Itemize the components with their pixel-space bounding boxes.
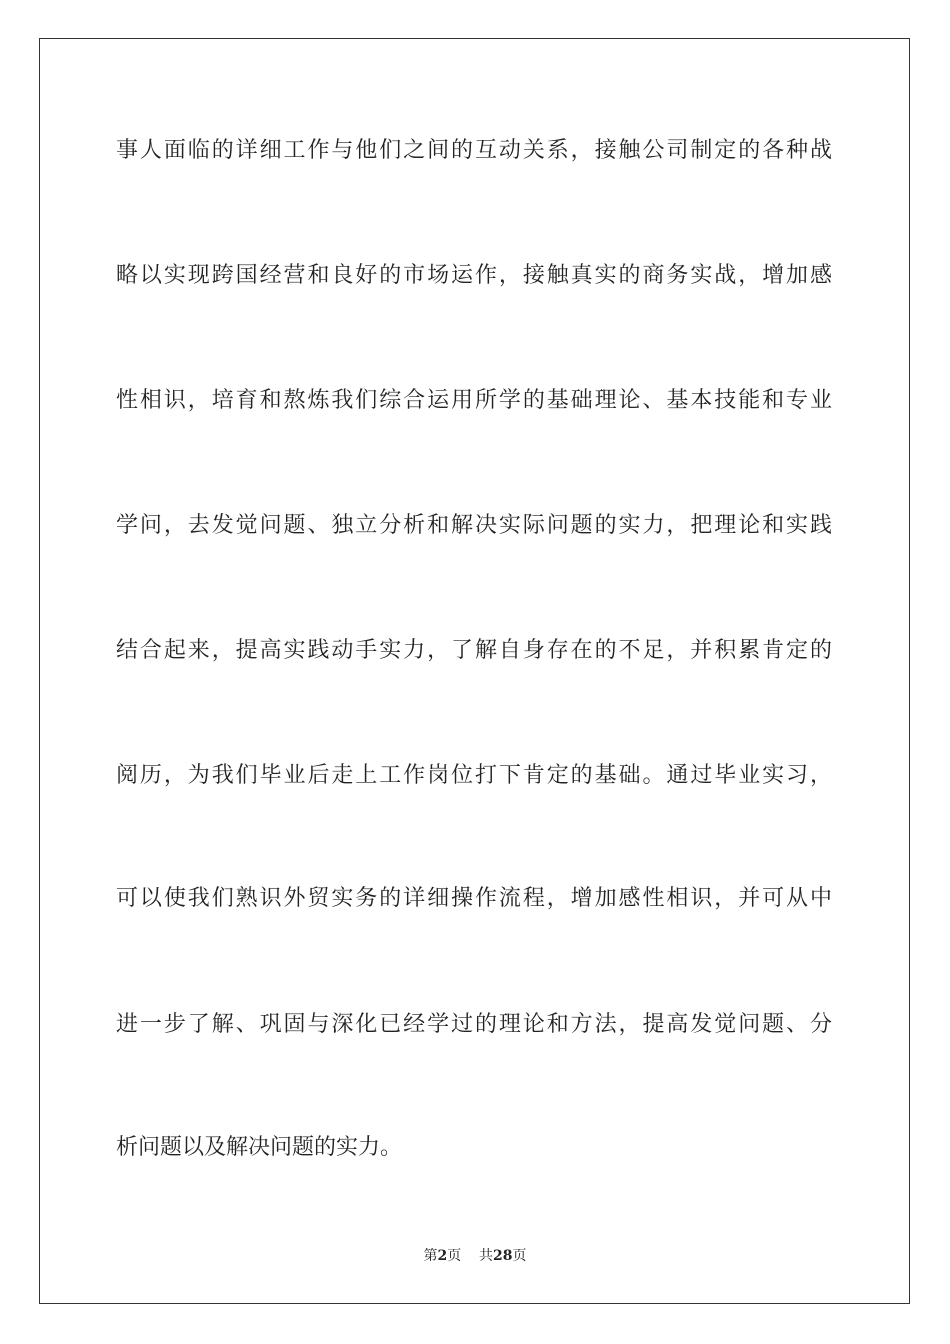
total-pages: 28 [493,1248,513,1264]
page-suffix: 页 [447,1248,462,1264]
text-line: 学问，去发觉问题、独立分析和解决实际问题的实力，把理论和实践 [116,513,832,538]
text-line: 可以使我们熟识外贸实务的详细操作流程，增加感性相识，并可从中 [116,886,832,911]
page-border [39,38,910,1304]
total-suffix: 页 [512,1248,527,1264]
text-line: 事人面临的详细工作与他们之间的互动关系，接触公司制定的各种战 [116,138,832,163]
text-line: 阅历，为我们毕业后走上工作岗位打下肯定的基础。通过毕业实习， [116,763,832,788]
text-line: 性相识，培育和熬炼我们综合运用所学的基础理论、基本技能和专业 [116,388,832,413]
page-footer [0,1247,950,1265]
page-prefix: 第 [423,1248,438,1264]
total-prefix: 共 [479,1248,494,1264]
text-line: 略以实现跨国经营和良好的市场运作，接触真实的商务实战，增加感 [116,263,832,288]
page-number: 2 [437,1248,448,1264]
text-line: 进一步了解、巩固与深化已经学过的理论和方法，提高发觉问题、分 [116,1012,832,1037]
text-line: 析问题以及解决问题的实力。 [116,1135,403,1160]
text-line: 结合起来，提高实践动手实力，了解自身存在的不足，并积累肯定的 [116,638,832,663]
